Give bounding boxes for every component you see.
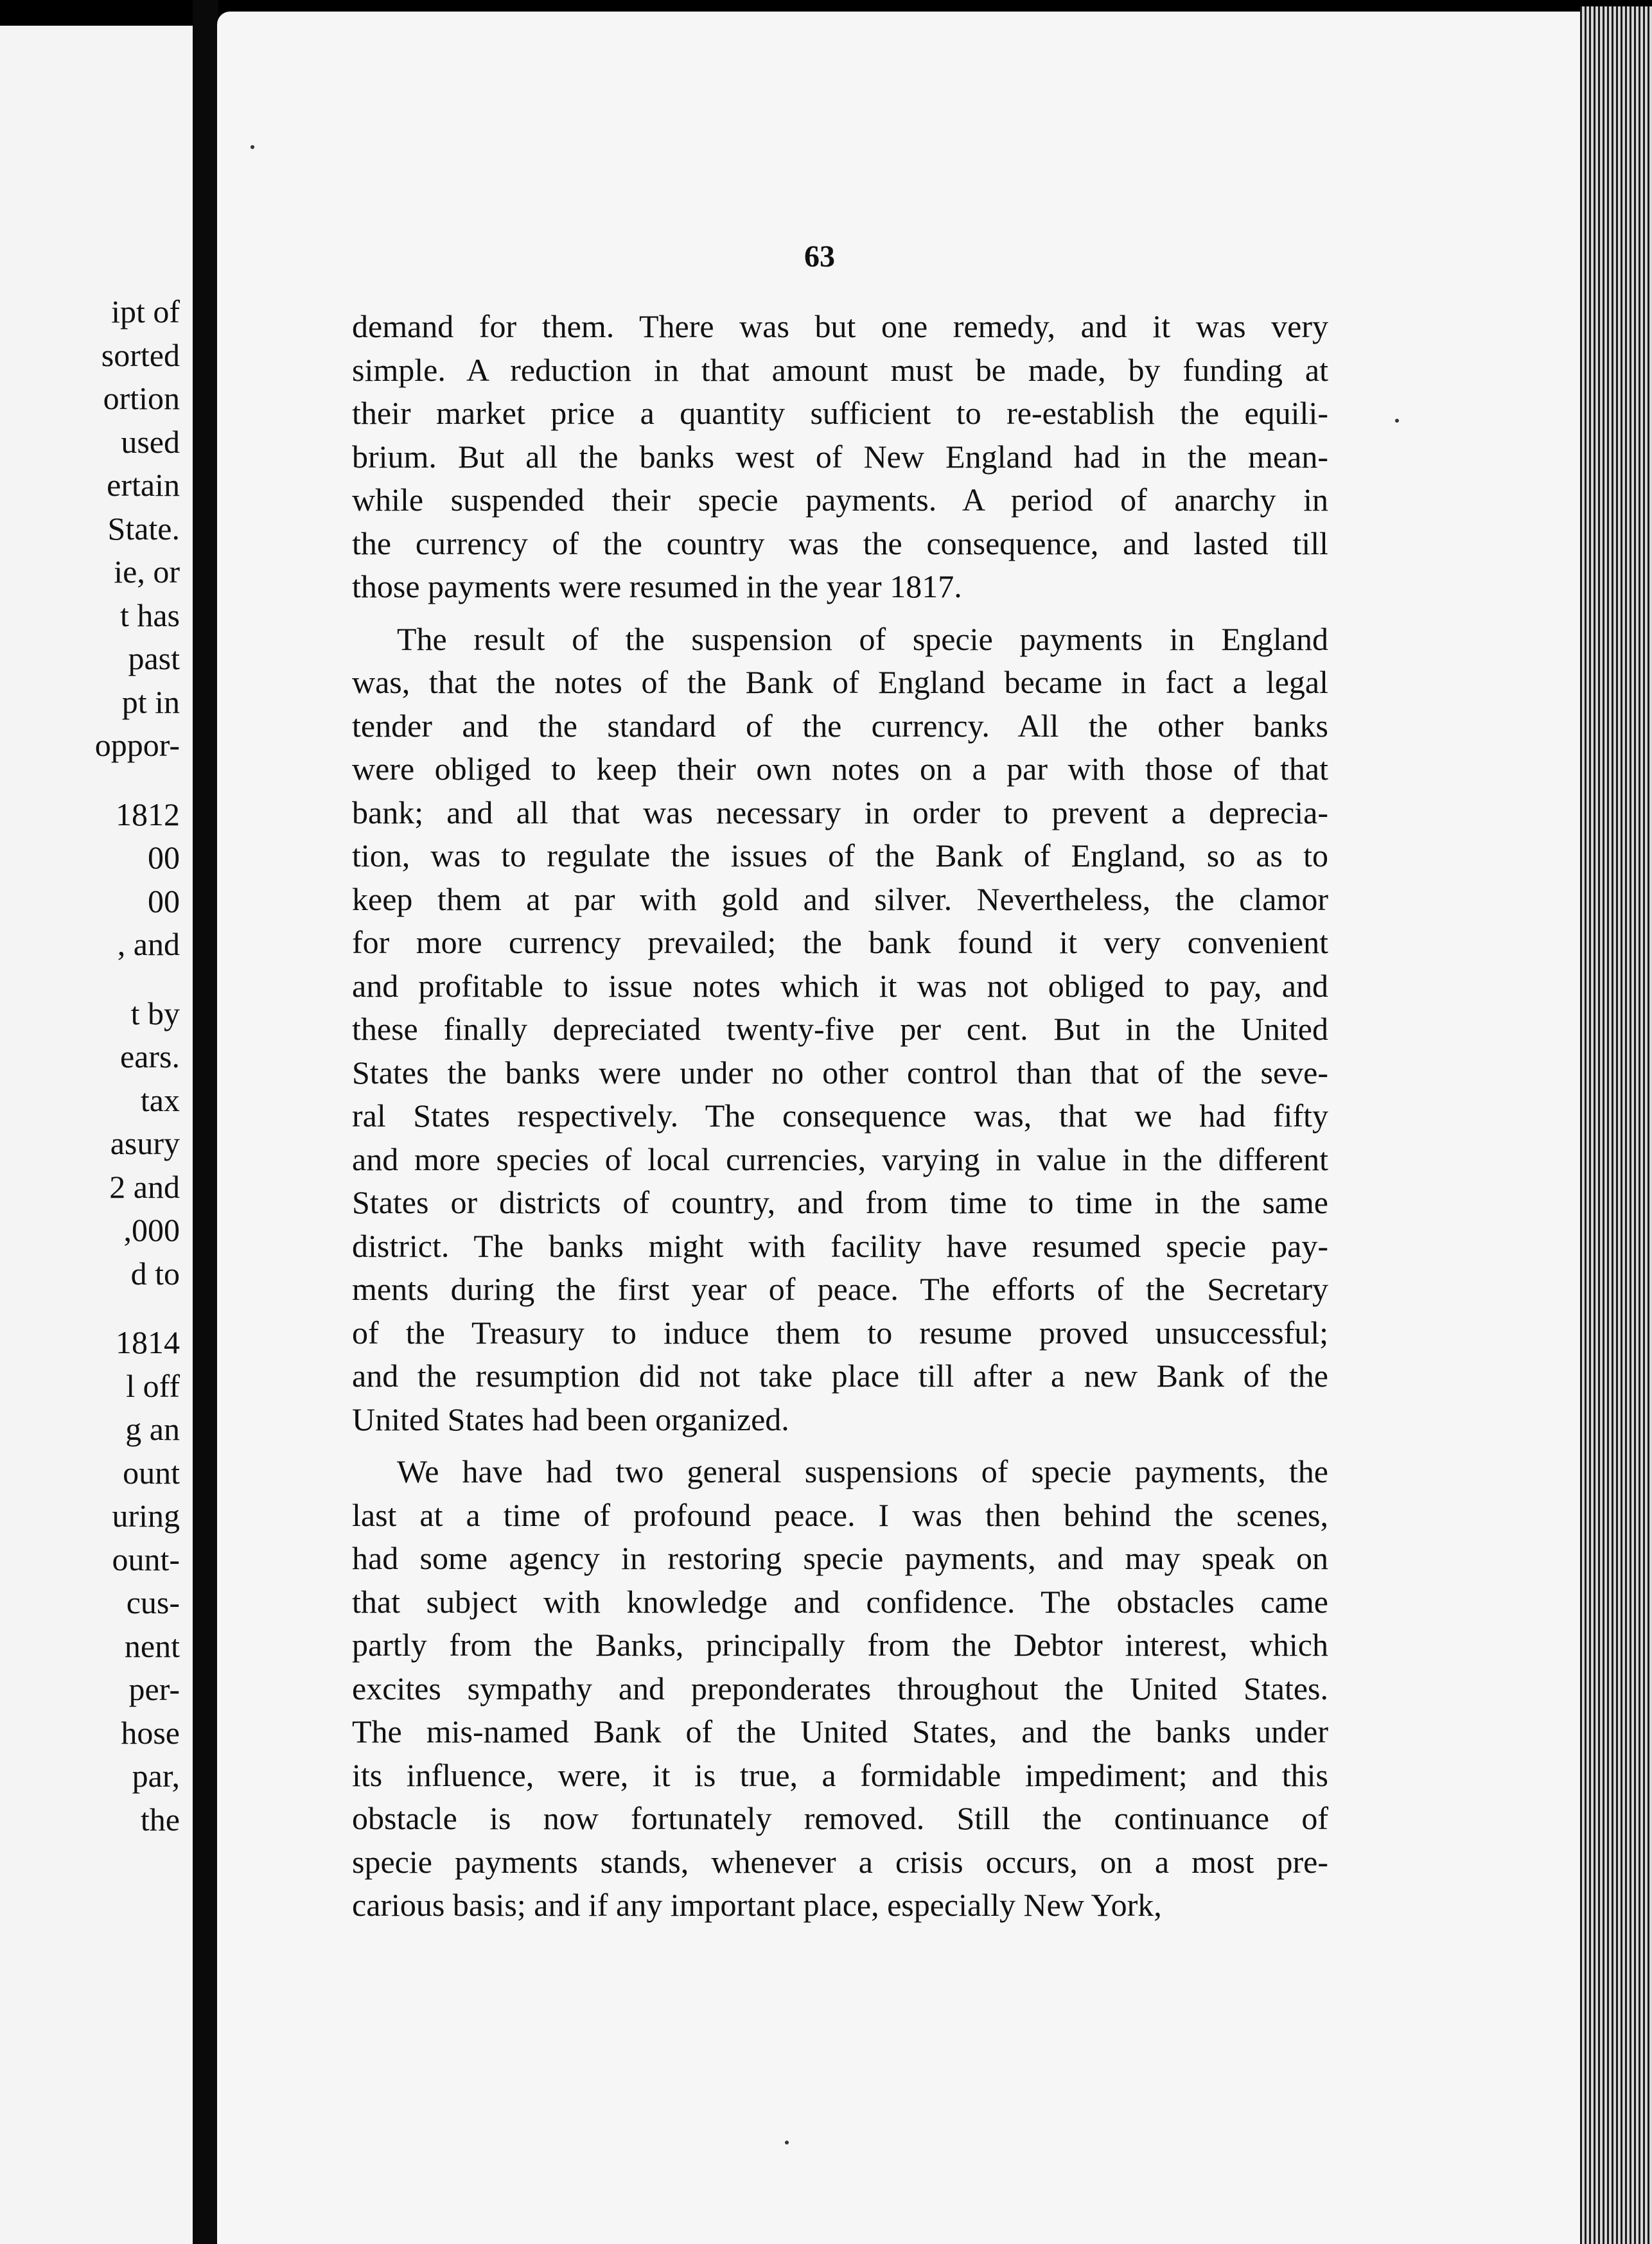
left-page-line: t has <box>119 597 180 633</box>
text-line: keep them at par with gold and silver. Nevertheless, the clamor <box>352 881 1328 917</box>
text-line: and more species of local currencies, varying in value in the different <box>352 1141 1328 1177</box>
text-line: carious basis; and if any important place, especially New York, <box>352 1887 1162 1923</box>
left-page-line: d to <box>130 1255 180 1292</box>
text-line: obstacle is now fortunately removed. Still the continuance of <box>352 1800 1328 1836</box>
left-page-line: , and <box>117 926 180 962</box>
left-page-line: past <box>128 640 180 676</box>
left-page-line: ie, or <box>114 554 180 590</box>
book-gutter <box>193 0 218 2244</box>
left-page-line: uring <box>112 1498 180 1534</box>
text-line: was, that the notes of the Bank of England became in fact a legal <box>352 664 1328 700</box>
text-line: demand for them. There was but one remedy, and it was very <box>352 308 1328 344</box>
left-page-line: sorted <box>101 337 180 373</box>
left-page-line: ount- <box>112 1541 180 1577</box>
left-page-line: oppor- <box>94 727 180 763</box>
left-page-line: 1814 <box>116 1324 180 1360</box>
left-page-line: pt in <box>121 683 180 720</box>
text-line: for more currency prevailed; the bank found it very convenient <box>352 924 1328 960</box>
left-page-line: nent <box>124 1627 180 1664</box>
text-line: simple. A reduction in that amount must be made, by funding at <box>352 352 1328 388</box>
text-line: The mis-named Bank of the United States, and the banks under <box>352 1714 1328 1749</box>
text-line: partly from the Banks, principally from the Debtor interest, which <box>352 1627 1328 1663</box>
text-line: We have had two general suspensions of specie payments, the <box>397 1453 1328 1489</box>
text-line: States or districts of country, and from time to time in the same <box>352 1184 1328 1220</box>
text-line: while suspended their specie payments. A period of anarchy in <box>352 482 1328 518</box>
left-page-line: asury <box>110 1125 180 1161</box>
text-line: that subject with knowledge and confidence. The obstacles came <box>352 1584 1328 1620</box>
text-line: ments during the first year of peace. The efforts of the Secretary <box>352 1271 1328 1307</box>
left-page-line: State. <box>107 510 180 547</box>
page-edges <box>1580 6 1652 2244</box>
text-line: and the resumption did not take place till after a new Bank of the <box>352 1358 1328 1394</box>
text-line: States the banks were under no other control than that of the seve- <box>352 1055 1328 1091</box>
text-line: and profitable to issue notes which it was not obliged to pay, and <box>352 968 1328 1004</box>
left-page-line: t by <box>130 995 180 1031</box>
text-line: brium. But all the banks west of New England had in the mean- <box>352 439 1328 475</box>
left-page-line: tax <box>140 1082 180 1118</box>
left-page-line: per- <box>128 1671 180 1707</box>
page-number: 63 <box>804 240 835 274</box>
text-line: tender and the standard of the currency. All the other banks <box>352 708 1328 744</box>
left-page-line: ears. <box>120 1039 180 1074</box>
left-page-line: ipt of <box>111 294 180 329</box>
left-page-line: 00 <box>148 839 180 875</box>
left-page-line: the <box>140 1801 180 1837</box>
left-page-line: 1812 <box>116 796 180 832</box>
text-line: were obliged to keep their own notes on a par with those of that <box>352 751 1328 787</box>
text-line: last at a time of profound peace. I was then behind the scenes, <box>352 1497 1328 1533</box>
text-line: United States had been organized. <box>352 1401 789 1437</box>
text-line: these finally depreciated twenty-five per cent. But in the United <box>352 1011 1328 1047</box>
scan-speck <box>785 2141 789 2144</box>
text-line: its influence, were, it is true, a formidable impediment; and this <box>352 1757 1328 1793</box>
left-page-fragment <box>0 26 193 2244</box>
text-line: ral States respectively. The consequence was, that we had fifty <box>352 1098 1328 1134</box>
left-page-line: hose <box>121 1714 180 1751</box>
text-line: the currency of the country was the consequence, and lasted till <box>352 525 1328 561</box>
scan-speck <box>1395 419 1399 423</box>
left-page-line: ount <box>123 1454 180 1491</box>
text-line: of the Treasury to induce them to resume proved unsuccessful; <box>352 1315 1328 1351</box>
left-page-line: ortion <box>103 380 180 416</box>
left-page-line: par, <box>132 1758 180 1794</box>
left-page-line: 00 <box>148 882 180 919</box>
left-page-line: ertain <box>107 467 180 503</box>
scan-speck <box>250 145 254 149</box>
text-line: tion, was to regulate the issues of the Bank of England, so as to <box>352 837 1328 873</box>
text-line: those payments were resumed in the year 1817. <box>352 568 962 604</box>
text-line: specie payments stands, whenever a crisis occurs, on a most pre- <box>352 1844 1328 1880</box>
left-page-line: 2 and <box>109 1168 180 1205</box>
text-line: district. The banks might with facility have resumed specie pay- <box>352 1228 1328 1264</box>
text-line: had some agency in restoring specie payments, and may speak on <box>352 1540 1328 1576</box>
text-line: The result of the suspension of specie payments in England <box>397 621 1328 657</box>
left-page-line: g an <box>125 1411 180 1447</box>
left-page-line: used <box>121 423 180 460</box>
text-line: bank; and all that was necessary in order to prevent a deprecia- <box>352 794 1328 830</box>
left-page-line: l off <box>126 1367 180 1404</box>
left-page-line: cus- <box>126 1584 180 1620</box>
text-line: excites sympathy and preponderates throughout the United States. <box>352 1670 1328 1706</box>
text-line: their market price a quantity sufficient to re-establish the equili- <box>352 395 1328 431</box>
left-page-line: ,000 <box>123 1212 180 1248</box>
